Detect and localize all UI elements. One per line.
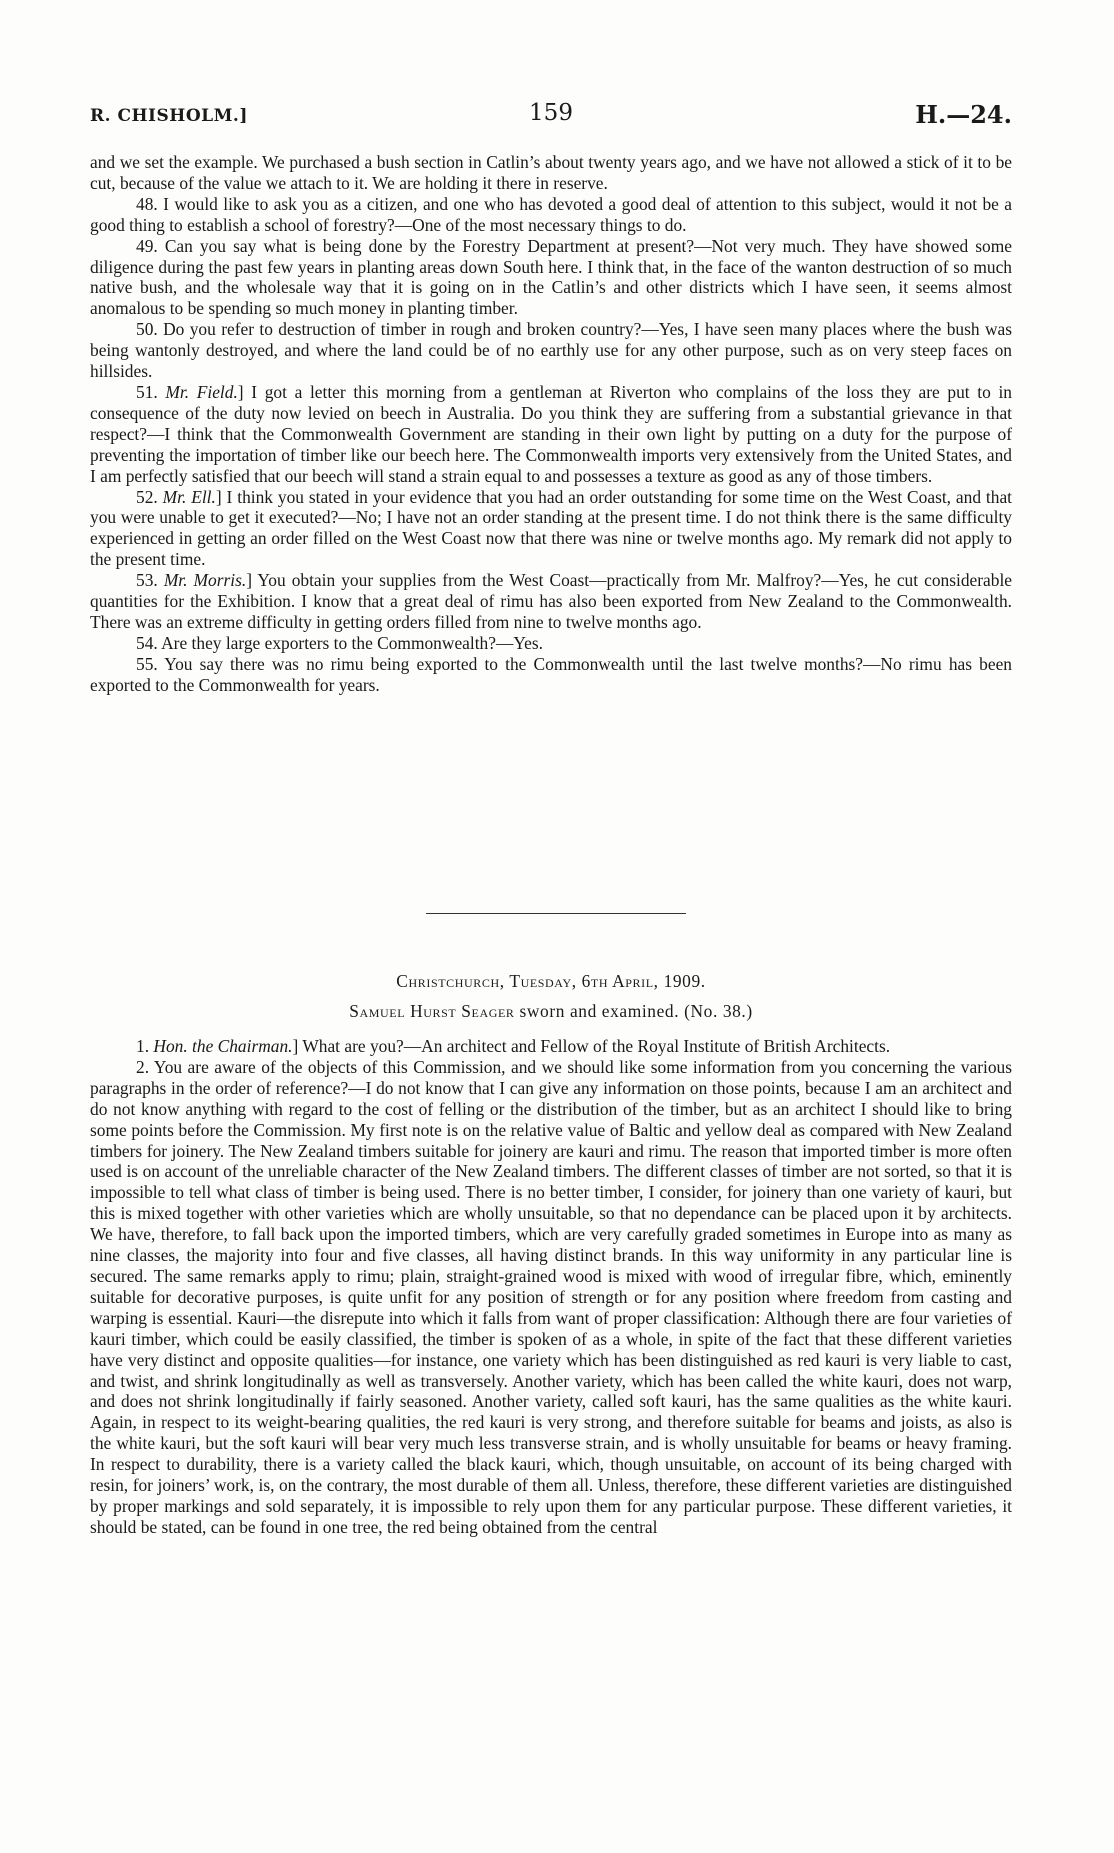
question-51 — [90, 382, 1012, 487]
question-1 — [90, 1036, 1012, 1057]
question-number: 1. — [136, 1036, 154, 1056]
question-2: 2. You are aware of the objects of this Commission, and we should like some information from you concerning the various paragraphs in the order of reference?—I do not know that I can give any information on those points, because I am an architect and do not know anything with regard to the cost of felling or the distribution of the timber, but as an architect I should like to bring some points before the Commission. My first note is on the relative value of Baltic and yellow deal as compared with New Zealand timbers for joinery. The New Zealand timbers suitable for joinery are kauri and rimu. The reason that imported timber is more often used is on account of the unreliable character of the New Zealand timbers. The different classes of timber are not sorted, so that it is impossible to tell what class of timber is being used. There is no better timber, I consider, for joinery than one variety of kauri, but this is mixed together with other varieties which are wholly unsuitable, so that no dependance can be placed upon it by architects. We have, therefore, to fall back upon the imported timbers, which are very carefully graded sometimes in Europe into as many as nine classes, the majority into four and five classes, all having distinct brands. In this way uniformity in any particular line is secured. The same remarks apply to rimu; plain, straight-grained wood is mixed with wood of irregular fibre, which, eminently suitable for decorative purposes, is quite unfit for any position of strength or for any position where freedom from casting and warping is essential. Kauri—the disrepute into which it falls from want of proper classification: Although there are four varieties of kauri timber, which could be easily classified, the timber is spoken of as a whole, in spite of the fact that these different varieties have very distinct and opposite qualities—for instance, one variety which has been distinguished as red kauri is very liable to cast, and twist, and shrink longitudinally as well as transversely. Another variety, which has been called the white kauri, does not warp, and does not shrink longitudinally if fairly seasoned. Another variety, called soft kauri, has the same qualities as the white kauri. Again, in respect to its weight-bearing qualities, the red kauri is very strong, and therefore suitable for beams and joists, as also is the white kauri, but the soft kauri will bear very much less transverse strain, and is wholly unsuitable for beams or heavy framing. In respect to durability, there is a variety called the black kauri, which, though unsuitable, on account of its being charged with resin, for joiners’ work, is, on the contrary, the most durable of them all. Unless, therefore, these different varieties are distinguished by proper markings and sold separately, it is impossible to rely upon them for any particular purpose. These different varieties, it should be stated, can be found in one tree, the red being obtained from the central — [90, 1056, 1012, 1537]
question-number: 52. — [136, 486, 163, 507]
speaker-name: Hon. the Chairman. — [153, 1036, 293, 1056]
page-header — [90, 100, 1012, 132]
question-text: ] I think you stated in your evidence that you had an order outstanding for some time on the West Coast, and that you were unable to get it executed?—No; I have not an order standing at the present time. I do not think there is the same difficulty experienced in getting an order filled on the West Coast now that there was nine or twelve months ago. My remark did not apply to the present time. — [90, 486, 1012, 570]
question-52 — [90, 487, 1012, 571]
witness-name: Samuel Hurst Seager — [349, 1001, 515, 1021]
speaker-name: Mr. Field. — [165, 381, 238, 402]
question-50: 50. Do you refer to destruction of timber in rough and broken country?—Yes, I have seen many places where the bush was being wantonly destroyed, and where the land could be of no earthly use for any other purpose, such as on very steep faces on hillsides. — [90, 319, 1012, 382]
paragraph-continuation: and we set the example. We purchased a bush section in Catlin’s about twenty years ago, and we have not allowed a stick of it to be cut, because of the value we attach to it. We are holding it there in reserve. — [90, 152, 1012, 193]
page-number: 159 — [529, 100, 573, 126]
question-55: 55. You say there was no rimu being exported to the Commonwealth until the last twelve months?—No rimu has been exported to the Commonwealth for years. — [90, 653, 1012, 695]
question-54: 54. Are they large exporters to the Commonwealth?—Yes. — [136, 632, 543, 653]
evidence-seager — [90, 1036, 1012, 1538]
witness-heading — [90, 1001, 1012, 1022]
question-text: ] You obtain your supplies from the West Coast—practically from Mr. Malfroy?—Yes, he cut considerable quantities for the Exhibition. I know that a great deal of rimu has also been exported from New Zealand to the Commonwealth. There was an extreme difficulty in getting orders filled from nine to twelve months ago. — [90, 570, 1013, 632]
question-number: 51. — [136, 381, 166, 402]
speaker-name: Mr. Morris. — [163, 570, 247, 591]
section-divider — [426, 913, 686, 914]
evidence-continued — [90, 152, 1012, 696]
question-48: 48. I would like to ask you as a citizen, and one who has devoted a good deal of attention to this subject, would it not be a good thing to establish a school of forestry?—One of the most necessary things to do. — [90, 193, 1012, 235]
question-number: 53. — [136, 570, 164, 591]
speaker-name: Mr. Ell. — [162, 486, 216, 507]
question-text: ] I got a letter this morning from a gentleman at Riverton who complains of the loss they are put to in consequence of the duty now levied on beech in Australia. Do you think they are suffering from a substantial grievance in that respect?—I think that the Commonwealth Government are standing in their own light by putting on a duty for the purpose of preventing the importation of timber like our beech here. The Commonwealth imports very extensively from the United States, and I am perfectly satisfied that our beech will stand a strain equal to and possesses a texture as good as any of those timbers. — [90, 381, 1012, 486]
witness-running-head: R. CHISHOLM.] — [90, 106, 248, 126]
question-53 — [90, 570, 1012, 633]
session-dateline: Christchurch, Tuesday, 6th April, 1909. — [396, 971, 706, 991]
witness-status: sworn and examined. (No. 38.) — [514, 1001, 753, 1021]
question-text: ] What are you?—An architect and Fellow of the Royal Institute of British Architects. — [292, 1036, 891, 1056]
document-code: H.—24. — [915, 100, 1012, 129]
question-49: 49. Can you say what is being done by the Forestry Department at present?—Not very much. They have showed some diligence during the past few years in planting areas down South here. I think that, in the face of the wanton destruction of so much native bush, and the wholesale way that it is going on in the Catlin’s and other districts which I have seen, it seems almost anomalous to be spending so much money in planting timber. — [90, 235, 1012, 319]
